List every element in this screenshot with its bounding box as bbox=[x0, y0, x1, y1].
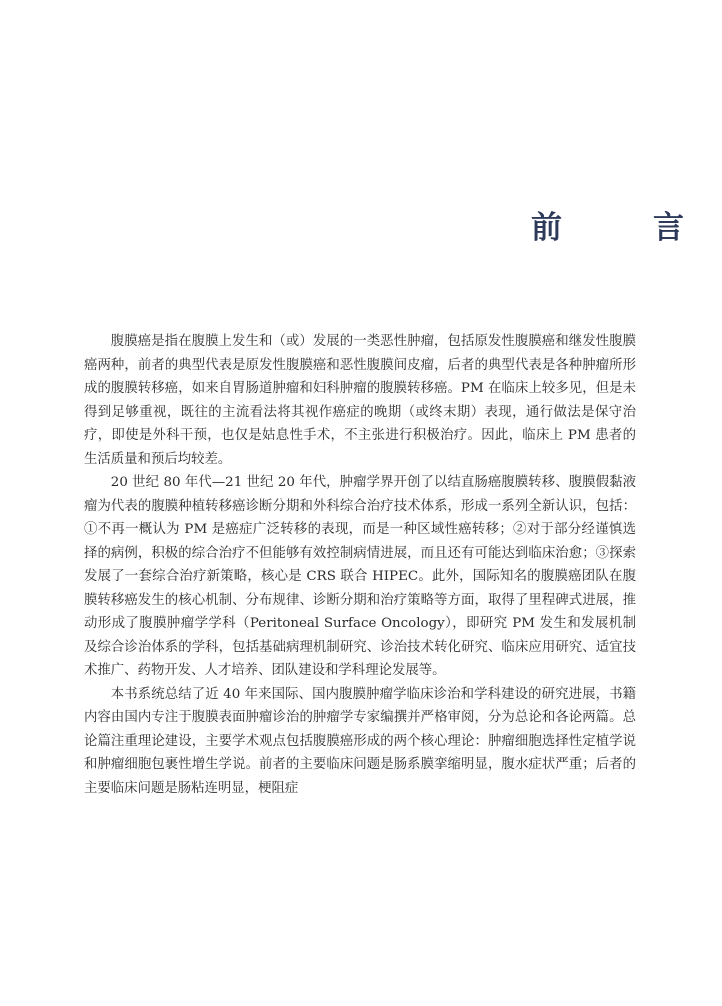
paragraph: 本书系统总结了近 40 年来国际、国内腹膜肿瘤学临床诊治和学科建设的研究进展，书籍内容由国内专注于腹膜表面肿瘤诊治的肿瘤学专家编撰并严格审阅，分为总论和各论两篇。总论篇注重理论建设，主要学术观点包括腹膜癌形成的两个核心理论：肿瘤细胞选择性定植学说和肿瘤细胞包裹性增生学说。前者的主要临床问题是肠系膜挛缩明显，腹水症状严重；后者的主要临床问题是肠粘连明显，梗阻症 bbox=[84, 686, 636, 796]
body-text bbox=[84, 330, 636, 800]
paragraph: 腹膜癌是指在腹膜上发生和（或）发展的一类恶性肿瘤，包括原发性腹膜癌和继发性腹膜癌两种，前者的典型代表是原发性腹膜癌和恶性腹膜间皮瘤，后者的典型代表是各种肿瘤所形成的腹膜转移癌，如来自胃肠道肿瘤和妇科肿瘤的腹膜转移癌。PM 在临床上较多见，但是未得到足够重视，既往的主流看法将其视作癌症的晚期（或终末期）表现，通行做法是保守治疗，即使是外科干预，也仅是姑息性手术，不主张进行积极治疗。因此，临床上 PM 患者的生活质量和预后均较差。 bbox=[84, 334, 636, 467]
paragraph: 20 世纪 80 年代—21 世纪 20 年代，肿瘤学界开创了以结直肠癌腹膜转移、腹膜假黏液瘤为代表的腹膜种植转移癌诊断分期和外科综合治疗技术体系，形成一系列全新认识，包括：①不再一概认为 PM 是癌症广泛转移的表现，而是一种区域性癌转移；②对于部分经谨慎选择的病例，积极的综合治疗不但能够有效控制病情进展，而且还有可能达到临床治愈；③探索发展了一套综合治疗新策略，核心是 CRS 联合 HIPEC。此外，国际知名的腹膜癌团队在腹膜转移癌发生的核心机制、分布规律、诊断分期和治疗策略等方面，取得了里程碑式进展，推动形成了腹膜肿瘤学学科（Peritoneal Surface Oncology），即研究 PM 发生和发展机制及综合诊治体系的学科，包括基础病理机制研究、诊治技术转化研究、临床应用研究、适宜技术推广、药物开发、人才培养、团队建设和学科理论发展等。 bbox=[84, 475, 636, 678]
page-title: 前 言 bbox=[531, 210, 714, 246]
